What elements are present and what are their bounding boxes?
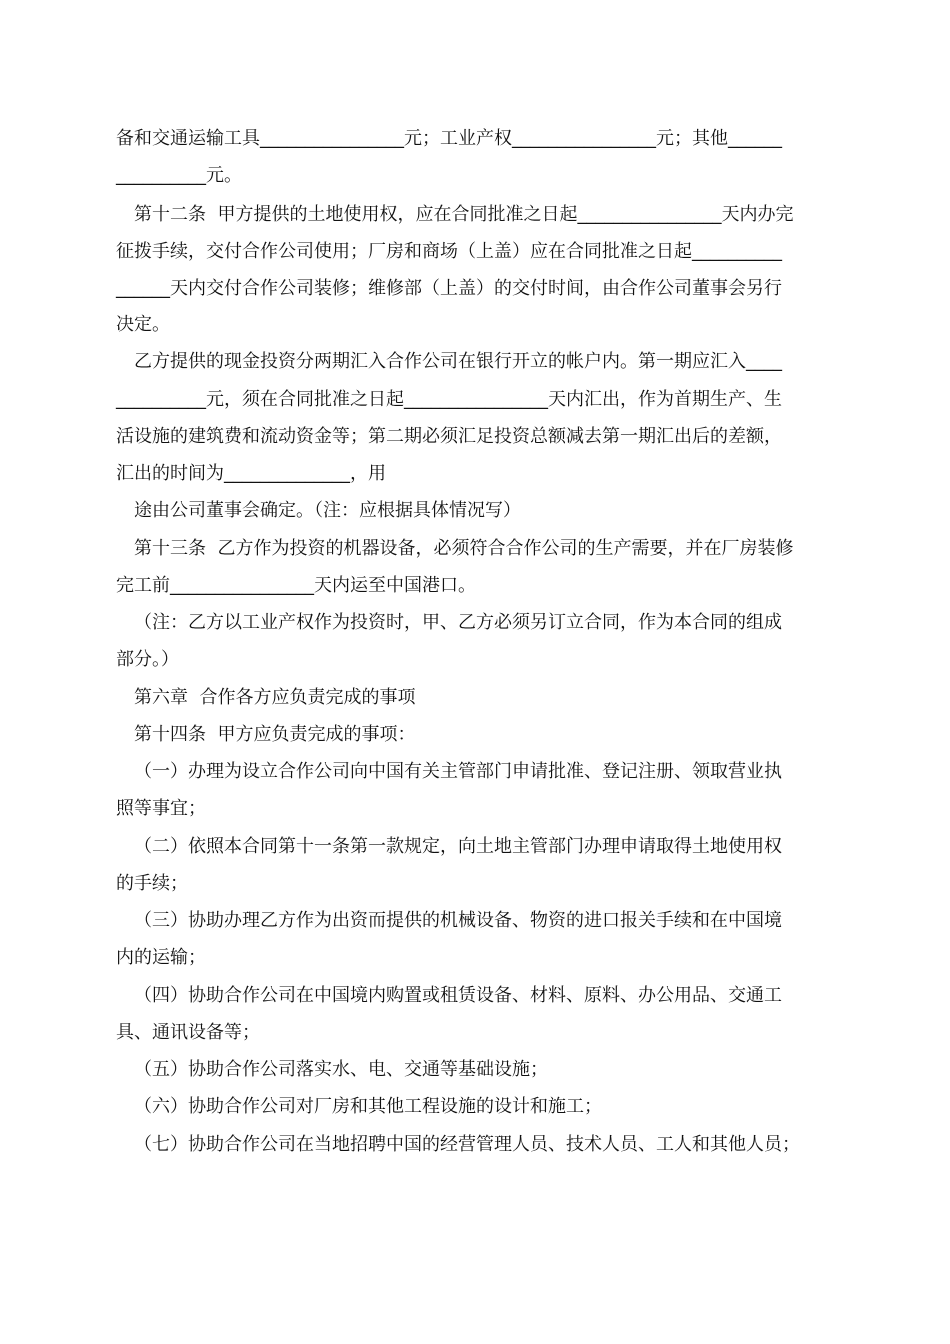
text-line: 征拨手续，交付合作公司使用；厂房和商场（上盖）应在合同批准之日起__________ <box>116 241 782 262</box>
list-item-3: （三）协助办理乙方作为出资而提供的机械设备、物资的进口报关手续和在中国境 <box>134 910 782 931</box>
text-line: 乙方提供的现金投资分两期汇入合作公司在银行开立的帐户内。第一期应汇入____ <box>134 351 782 372</box>
text-line: 的手续； <box>116 873 188 894</box>
text-line: 途由公司董事会确定。（注：应根据具体情况写） <box>134 500 521 521</box>
list-item-5: （五）协助合作公司落实水、电、交通等基础设施； <box>134 1059 548 1080</box>
article-14-heading-line: 第十四条 甲方应负责完成的事项： <box>134 724 416 745</box>
list-item-4: （四）协助合作公司在中国境内购置或租赁设备、材料、原料、办公用品、交通工 <box>134 985 782 1006</box>
list-item-6: （六）协助合作公司对厂房和其他工程设施的设计和施工； <box>134 1096 602 1117</box>
chapter-6-heading: 第六章 合作各方应负责完成的事项 <box>134 687 416 708</box>
article-13-heading-line: 第十三条 乙方作为投资的机器设备，必须符合合作公司的生产需要，并在厂房装修 <box>134 538 794 559</box>
text-line: 汇出的时间为______________，用 <box>116 463 386 484</box>
text-line: 具、通讯设备等； <box>116 1022 260 1043</box>
text-line: 备和交通运输工具________________元；工业产权________________元；其他______ <box>116 128 782 149</box>
text-line: __________元。 <box>116 165 242 186</box>
text-line: 部分。） <box>116 649 179 670</box>
note-line: （注：乙方以工业产权作为投资时，甲、乙方必须另订立合同，作为本合同的组成 <box>134 612 782 633</box>
list-item-7: （七）协助合作公司在当地招聘中国的经营管理人员、技术人员、工人和其他人员； <box>134 1134 800 1155</box>
article-12-heading-line: 第十二条 甲方提供的土地使用权，应在合同批准之日起________________天内办完 <box>134 204 794 225</box>
text-line: 决定。 <box>116 314 170 335</box>
text-line: 完工前________________天内运至中国港口。 <box>116 575 476 596</box>
list-item-1: （一）办理为设立合作公司向中国有关主管部门申请批准、登记注册、领取营业执 <box>134 761 782 782</box>
list-item-2: （二）依照本合同第十一条第一款规定，向土地主管部门办理申请取得土地使用权 <box>134 836 782 857</box>
text-line: 活设施的建筑费和流动资金等；第二期必须汇足投资总额减去第一期汇出后的差额， <box>116 426 782 447</box>
text-line: __________元，须在合同批准之日起________________天内汇出，作为首期生产、生 <box>116 389 782 410</box>
text-line: 内的运输； <box>116 947 206 968</box>
text-line: 照等事宜； <box>116 798 206 819</box>
text-line: ______天内交付合作公司装修；维修部（上盖）的交付时间，由合作公司董事会另行 <box>116 278 782 299</box>
